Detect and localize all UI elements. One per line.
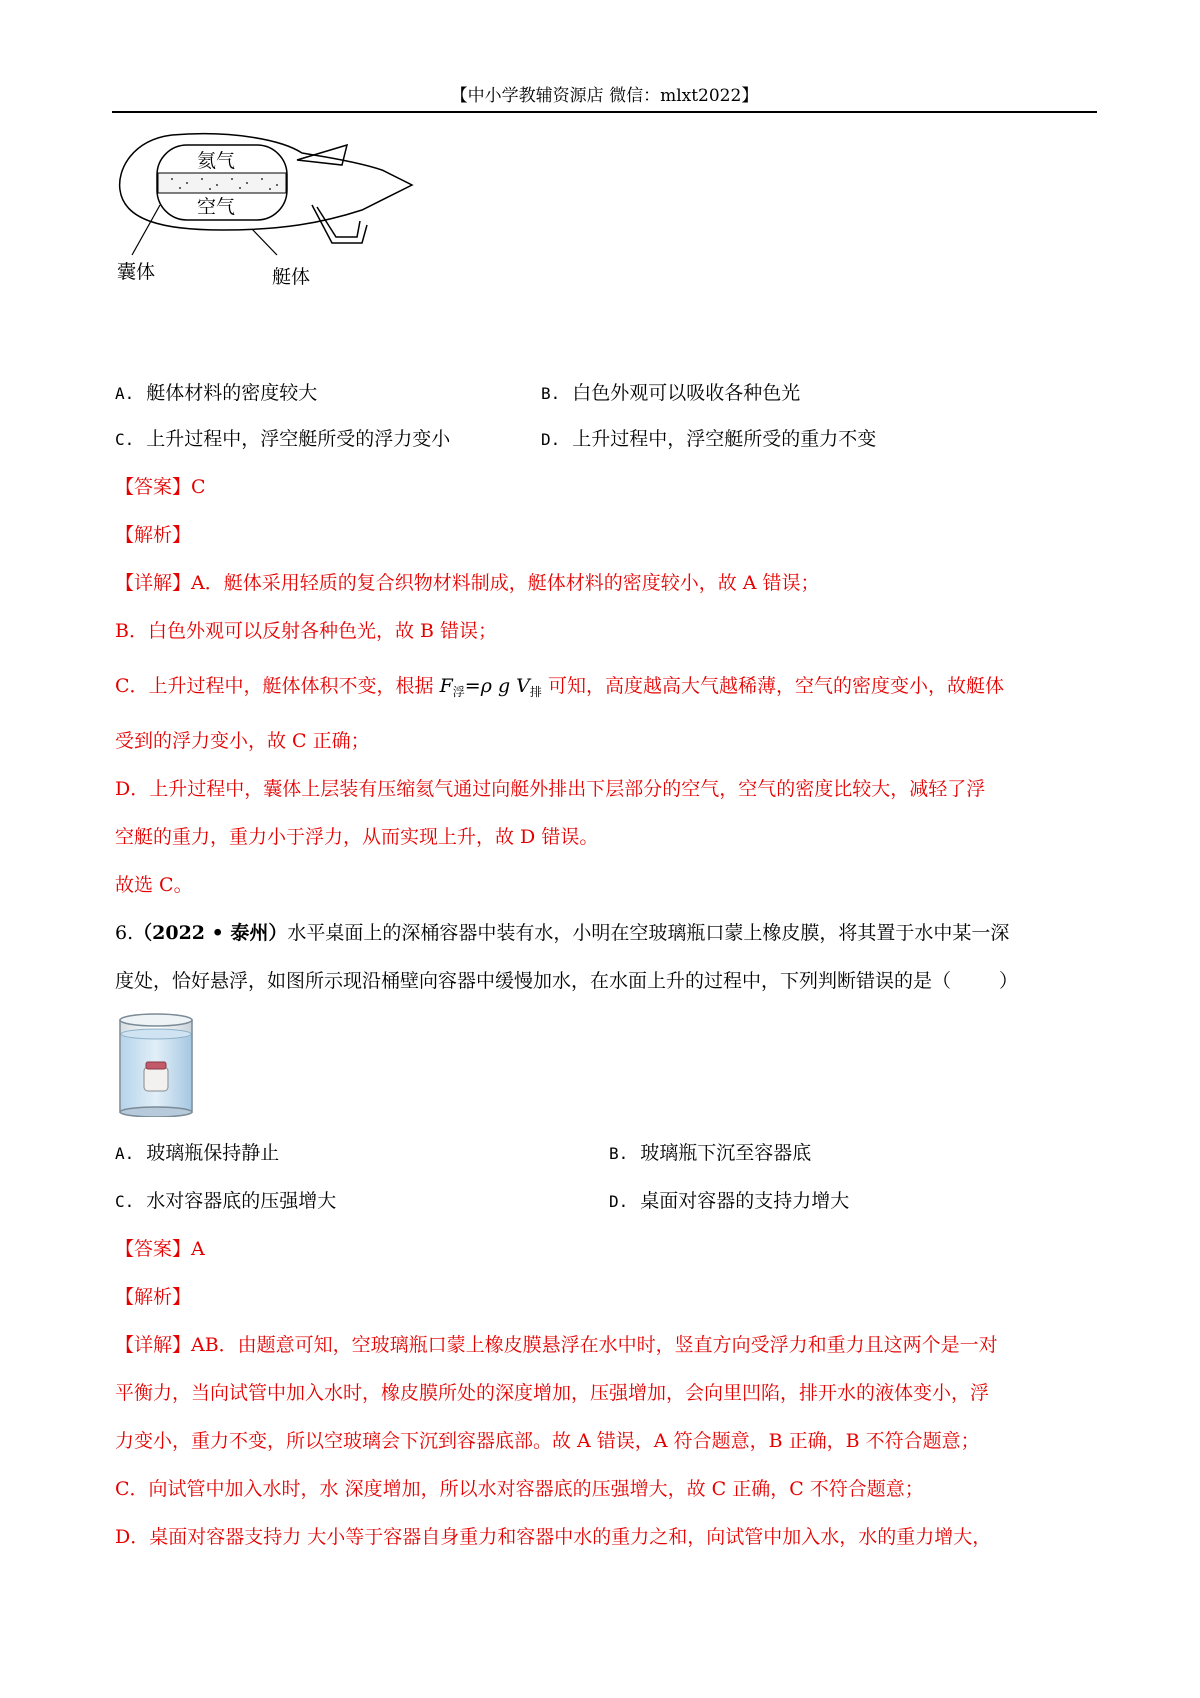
page-header: 【中小学教辅资源店 微信：mlxt2022】 <box>450 86 759 106</box>
q6-detail-3: 力变小，重力不变，所以空玻璃会下沉到容器底部。故 A 错误，A 符合题意，B 正确，B 不符合题意； <box>115 1430 980 1452</box>
q6-option-c: C. 水对容器底的压强增大 <box>115 1190 337 1212</box>
q5-detail-5: D．上升过程中，囊体上层装有压缩氦气通过向艇外排出下层部分的空气，空气的密度比较大，减轻了浮 <box>115 778 986 800</box>
label-helium: 氦气 <box>197 150 236 172</box>
q5-detail-4: 受到的浮力变小，故 C 正确； <box>115 730 370 752</box>
q6-stem-1: 6.（2022 • 泰州）水平桌面上的深桶容器中装有水，小明在空玻璃瓶口蒙上橡皮膜，将其置于水中某一深 <box>115 922 1010 944</box>
q5-conclusion: 故选 C。 <box>115 874 193 896</box>
q6-answer: 【答案】A <box>115 1238 205 1260</box>
membrane-band <box>158 173 286 193</box>
bag-leader-line <box>132 205 160 255</box>
q6-detail-2: 平衡力，当向试管中加入水时，橡皮膜所处的深度增加，压强增加，会向里凹陷，排开水的液体变小，浮 <box>115 1382 990 1404</box>
label-air: 空气 <box>197 196 236 218</box>
airship-lower-fin-inner <box>317 207 360 237</box>
q5-detail-3: C．上升过程中，艇体体积不变，根据 $F_浮=\rho$ g $V_排$ 可知，高度越高大气越稀薄，空气的密度变小，故艇体 <box>115 675 1004 699</box>
q5-option-d: D. 上升过程中，浮空艇所受的重力不变 <box>541 428 877 450</box>
q6-stem-2: 度处，恰好悬浮，如图所示现沿桶壁向容器中缓慢加水，在水面上升的过程中，下列判断错误的是（ ） <box>115 970 1019 992</box>
hull-leader-line <box>252 229 277 255</box>
glass-bottle <box>144 1067 168 1091</box>
q5-option-a: A. 艇体材料的密度较大 <box>115 382 318 404</box>
airship-tail-fin <box>297 145 347 165</box>
water-surface <box>121 1029 191 1039</box>
q6-option-d: D. 桌面对容器的支持力增大 <box>609 1190 850 1212</box>
bottle-membrane <box>146 1062 166 1069</box>
q6-option-a: A. 玻璃瓶保持静止 <box>115 1142 280 1164</box>
label-hull: 艇体 <box>272 266 311 288</box>
airship-figure <box>112 125 432 290</box>
q6-detail-4: C．向试管中加入水时，水 深度增加，所以水对容器底的压强增大，故 C 正确，C 不符合题意； <box>115 1478 924 1500</box>
q5-analysis-title: 【解析】 <box>115 524 192 546</box>
q5-detail-2: B．白色外观可以反射各种色光，故 B 错误； <box>115 620 498 642</box>
beaker-rim <box>120 1014 192 1026</box>
q5-answer: 【答案】C <box>115 476 206 498</box>
q6-detail-1: 【详解】AB．由题意可知，空玻璃瓶口蒙上橡皮膜悬浮在水中时，竖直方向受浮力和重力且这两个是一对 <box>115 1334 998 1356</box>
q6-analysis-title: 【解析】 <box>115 1286 192 1308</box>
header-rule <box>112 111 1097 113</box>
label-bag: 囊体 <box>117 261 156 283</box>
buoyancy-formula: $F_浮=\rho$ g $V_排$ <box>439 675 542 699</box>
q6-option-b: B. 玻璃瓶下沉至容器底 <box>609 1142 812 1164</box>
q5-detail-6: 空艇的重力，重力小于浮力，从而实现上升，故 D 错误。 <box>115 826 599 848</box>
beaker-base <box>120 1107 192 1117</box>
q5-option-c: C. 上升过程中，浮空艇所受的浮力变小 <box>115 428 451 450</box>
q6-detail-5: D．桌面对容器支持力 大小等于容器自身重力和容器中水的重力之和，向试管中加入水，水的重力增大， <box>115 1526 992 1548</box>
q5-option-b: B. 白色外观可以吸收各种色光 <box>541 382 801 404</box>
q5-detail-1: 【详解】A．艇体采用轻质的复合织物材料制成，艇体材料的密度较小，故 A 错误； <box>115 572 820 594</box>
beaker-figure <box>112 1012 202 1117</box>
